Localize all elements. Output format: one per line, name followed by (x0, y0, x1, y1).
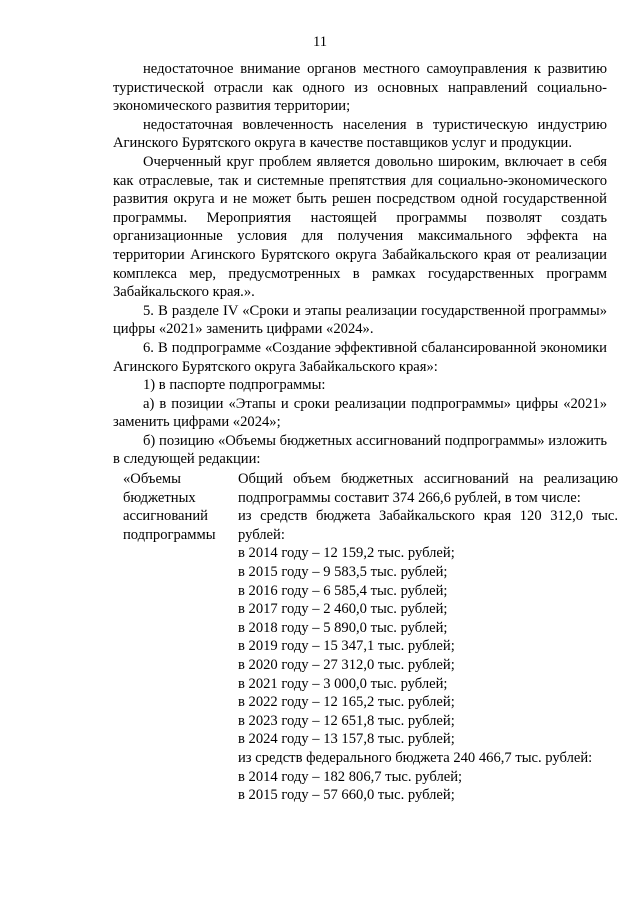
page-number: 11 (312, 34, 328, 50)
label-line: ассигнований (123, 508, 208, 525)
budget-table (113, 470, 618, 805)
regional-year-line: в 2024 году – 13 157,8 тыс. рублей; (238, 731, 455, 748)
federal-budget-total: из средств федерального бюджета 240 466,7 тыс. рублей: (238, 749, 593, 766)
regional-year-line: в 2014 году – 12 159,2 тыс. рублей; (238, 545, 455, 562)
budget-table-label (113, 470, 238, 805)
paragraph-5: 6. В подпрограмме «Создание эффективной сбалансированной экономики Агинского Бурятского округа Забайкальского края»: (113, 339, 607, 375)
budget-total: Общий объем бюджетных ассигнований на реализацию подпрограммы составит 374 266,6 рублей, в том числе: (238, 471, 618, 506)
regional-budget-total: из средств бюджета Забайкальского края 120 312,0 тыс. рублей: (238, 508, 618, 543)
paragraph-4: 5. В разделе IV «Сроки и этапы реализации государственной программы» цифры «2021» заменить цифрами «2024». (113, 302, 607, 338)
federal-year-line: в 2014 году – 182 806,7 тыс. рублей; (238, 768, 463, 785)
regional-year-line: в 2023 году – 12 651,8 тыс. рублей; (238, 712, 455, 729)
paragraph-3: Очерченный круг проблем является довольно широким, включает в себя как отраслевые, так и системные препятствия для социально-экономического развития округа и не может быть решен посредством одной государственной программы. Мероприятия настоящей программы позволят создать организационные условия для получения максимального эффекта на территории Агинского Бурятского округа Забайкальского края от реализации комплекса мер, предусмотренных в рамках государственных программ Забайкальского края.». (113, 153, 607, 301)
paragraph-2: недостаточная вовлеченность населения в туристическую индустрию Агинского Бурятского округа в качестве поставщиков услуг и продукции. (113, 116, 607, 152)
paragraph-7: а) в позиции «Этапы и сроки реализации подпрограммы» цифры «2021» заменить цифрами «2024»; (113, 395, 607, 431)
regional-year-line: в 2019 году – 15 347,1 тыс. рублей; (238, 638, 455, 655)
regional-year-line: в 2022 году – 12 165,2 тыс. рублей; (238, 694, 455, 711)
regional-year-line: в 2020 году – 27 312,0 тыс. рублей; (238, 657, 455, 673)
label-line: подпрограммы (123, 526, 216, 543)
budget-table-value (238, 470, 618, 805)
paragraph-1: недостаточное внимание органов местного самоуправления к развитию туристической отрасли как одного из основных направлений социально-экономического развития территории; (113, 61, 607, 115)
document-body (113, 60, 618, 805)
label-line: «Объемы (123, 471, 181, 488)
regional-year-line: в 2015 году – 9 583,5 тыс. рублей; (238, 564, 448, 581)
regional-year-line: в 2017 году – 2 460,0 тыс. рублей; (238, 601, 448, 618)
regional-year-line: в 2021 году – 3 000,0 тыс. рублей; (238, 675, 448, 692)
federal-year-line: в 2015 году – 57 660,0 тыс. рублей; (238, 787, 455, 804)
label-line: бюджетных (123, 489, 196, 506)
regional-year-line: в 2016 году – 6 585,4 тыс. рублей; (238, 582, 448, 599)
paragraph-6: 1) в паспорте подпрограммы: (143, 377, 326, 394)
regional-year-line: в 2018 году – 5 890,0 тыс. рублей; (238, 619, 448, 636)
paragraph-8: б) позицию «Объемы бюджетных ассигнований подпрограммы» изложить в следующей редакции: (113, 432, 607, 468)
